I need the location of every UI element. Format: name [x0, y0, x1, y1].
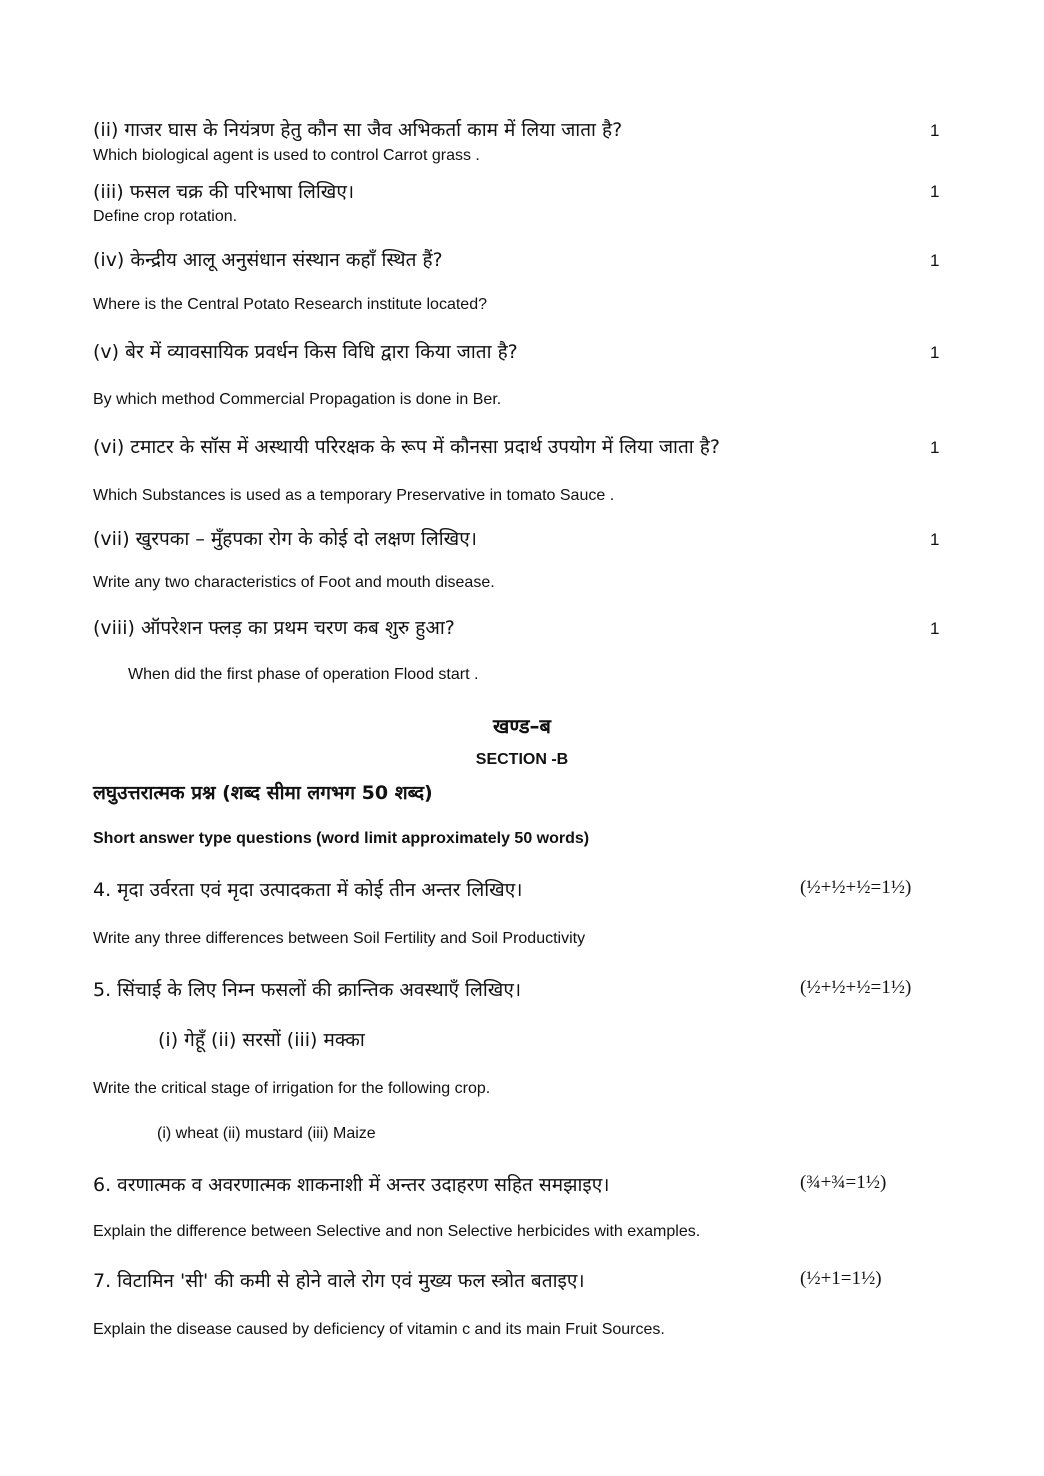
- question-vi-hindi: (vi) टमाटर के सॉस में अस्थायी परिरक्षक के रूप में कौनसा प्रदार्थ उपयोग में लिया जाता है?: [93, 436, 720, 458]
- question-vi-english: Which Substances is used as a temporary Preservative in tomato Sauce .: [93, 487, 615, 504]
- question-5-sub-hindi: (i) गेहूँ (ii) सरसों (iii) मक्का: [158, 1029, 365, 1051]
- question-v-english: By which method Commercial Propagation is done in Ber.: [93, 391, 502, 408]
- question-v-marks: 1: [930, 343, 940, 362]
- question-4-english: Write any three differences between Soil Fertility and Soil Productivity: [93, 930, 586, 947]
- question-v-hindi: (v) बेर में व्यावसायिक प्रवर्धन किस विधि द्वारा किया जाता है?: [93, 341, 518, 363]
- section-b-instruction-english: Short answer type questions (word limit approximately 50 words): [93, 830, 590, 847]
- question-ii-hindi: (ii) गाजर घास के नियंत्रण हेतु कौन सा जैव अभिकर्ता काम में लिया जाता है?: [93, 119, 623, 141]
- section-b-heading-english: SECTION -B: [475, 751, 569, 768]
- question-iii-hindi: (iii) फसल चक्र की परिभाषा लिखिए।: [93, 181, 355, 203]
- question-6-marks: (¾+¾=1½): [800, 1172, 887, 1193]
- question-6-english: Explain the difference between Selective and non Selective herbicides with examples.: [93, 1223, 701, 1240]
- question-iii-marks: 1: [930, 182, 940, 201]
- question-ii-english: Which biological agent is used to control Carrot grass .: [93, 147, 480, 164]
- question-5-sub-english: (i) wheat (ii) mustard (iii) Maize: [157, 1125, 376, 1142]
- question-iv-hindi: (iv) केन्द्रीय आलू अनुसंधान संस्थान कहाँ स्थित हैं?: [93, 249, 443, 271]
- question-7-marks: (½+1=1½): [800, 1268, 882, 1289]
- question-7-hindi: 7. विटामिन 'सी' की कमी से होने वाले रोग एवं मुख्य फल स्त्रोत बताइए।: [93, 1270, 585, 1292]
- question-iii-english: Define crop rotation.: [93, 208, 238, 225]
- question-vii-english: Write any two characteristics of Foot and mouth disease.: [93, 574, 495, 591]
- question-6-hindi: 6. वरणात्मक व अवरणात्मक शाकनाशी में अन्तर उदाहरण सहित समझाइए।: [93, 1174, 610, 1196]
- question-5-english: Write the critical stage of irrigation for the following crop.: [93, 1080, 491, 1097]
- question-4-marks: (½+½+½=1½): [800, 877, 912, 898]
- section-b-heading-hindi: खण्ड–ब: [493, 714, 551, 738]
- question-vii-marks: 1: [930, 530, 940, 549]
- question-viii-english: When did the first phase of operation Flood start .: [128, 666, 479, 683]
- question-iv-marks: 1: [930, 251, 940, 270]
- question-vi-marks: 1: [930, 438, 940, 457]
- question-viii-hindi: (viii) ऑपरेशन फ्लड़ का प्रथम चरण कब शुरु हुआ?: [93, 617, 455, 639]
- question-4-hindi: 4. मृदा उर्वरता एवं मृदा उत्पादकता में कोई तीन अन्तर लिखिए।: [93, 879, 523, 901]
- question-iv-english: Where is the Central Potato Research institute located?: [93, 296, 487, 313]
- section-b-instruction-hindi: लघुउत्तरात्मक प्रश्न (शब्द सीमा लगभग 50 शब्द): [93, 782, 433, 804]
- question-viii-marks: 1: [930, 619, 940, 638]
- question-5-hindi: 5. सिंचाई के लिए निम्न फसलों की क्रान्तिक अवस्थाएँ लिखिए।: [93, 979, 522, 1001]
- question-vii-hindi: (vii) खुरपका – मुँहपका रोग के कोई दो लक्षण लिखिए।: [93, 528, 477, 550]
- question-7-english: Explain the disease caused by deficiency of vitamin c and its main Fruit Sources.: [93, 1321, 665, 1338]
- question-5-marks: (½+½+½=1½): [800, 977, 912, 998]
- question-ii-marks: 1: [930, 121, 940, 140]
